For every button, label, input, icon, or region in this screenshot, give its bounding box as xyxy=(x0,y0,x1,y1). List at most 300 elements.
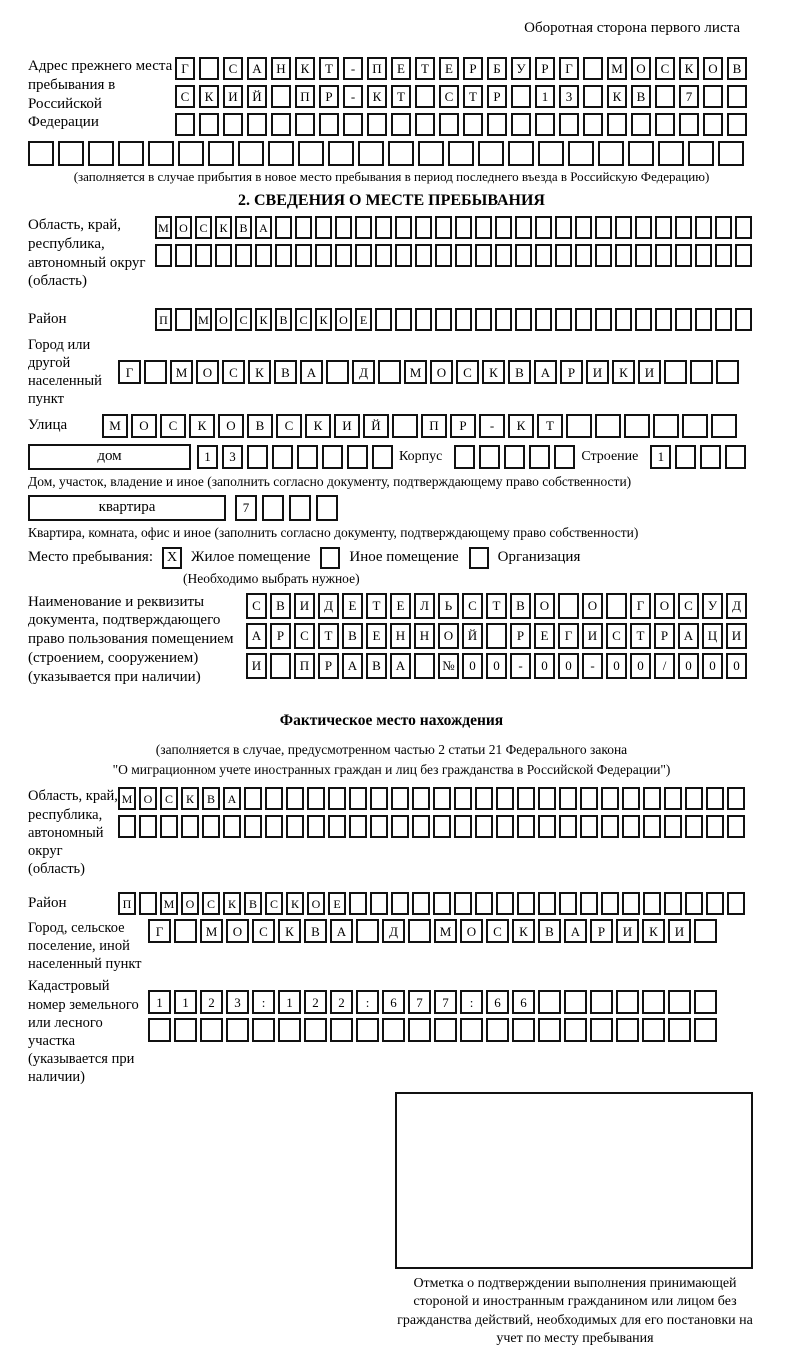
char-box[interactable]: Т xyxy=(630,623,651,649)
char-box[interactable]: В xyxy=(202,787,220,810)
char-box[interactable] xyxy=(408,919,431,943)
char-box[interactable] xyxy=(295,216,312,239)
char-box[interactable]: И xyxy=(638,360,661,384)
char-box[interactable]: К xyxy=(278,919,301,943)
char-box[interactable] xyxy=(304,1018,327,1042)
char-box[interactable] xyxy=(515,244,532,267)
char-box[interactable]: Т xyxy=(318,623,339,649)
char-box[interactable]: 2 xyxy=(304,990,327,1014)
char-box[interactable] xyxy=(504,445,525,469)
char-box[interactable] xyxy=(395,308,412,331)
char-box[interactable] xyxy=(395,216,412,239)
char-box[interactable] xyxy=(735,308,752,331)
char-box[interactable] xyxy=(725,445,746,469)
char-box[interactable]: - xyxy=(510,653,531,679)
char-box[interactable] xyxy=(568,141,594,166)
char-box[interactable] xyxy=(275,244,292,267)
char-box[interactable] xyxy=(174,1018,197,1042)
char-box[interactable] xyxy=(615,244,632,267)
char-box[interactable] xyxy=(434,1018,457,1042)
char-box[interactable] xyxy=(322,445,343,469)
char-box[interactable]: В xyxy=(304,919,327,943)
char-box[interactable]: 0 xyxy=(726,653,747,679)
char-box[interactable] xyxy=(271,113,291,136)
char-box[interactable]: Г xyxy=(630,593,651,619)
char-box[interactable] xyxy=(515,308,532,331)
char-box[interactable]: А xyxy=(342,653,363,679)
char-box[interactable]: 0 xyxy=(702,653,723,679)
char-box[interactable]: В xyxy=(274,360,297,384)
char-box[interactable]: И xyxy=(668,919,691,943)
char-box[interactable]: К xyxy=(508,414,534,438)
char-box[interactable]: С xyxy=(655,57,675,80)
char-box[interactable]: М xyxy=(118,787,136,810)
char-box[interactable] xyxy=(607,113,627,136)
char-box[interactable] xyxy=(412,815,430,838)
char-box[interactable] xyxy=(538,990,561,1014)
char-box[interactable]: В xyxy=(538,919,561,943)
char-box[interactable] xyxy=(223,113,243,136)
organization-checkbox[interactable] xyxy=(469,547,489,569)
char-box[interactable] xyxy=(392,414,418,438)
char-box[interactable] xyxy=(315,244,332,267)
char-box[interactable] xyxy=(330,1018,353,1042)
char-box[interactable] xyxy=(590,1018,613,1042)
char-box[interactable]: К xyxy=(642,919,665,943)
char-box[interactable] xyxy=(414,653,435,679)
char-box[interactable]: С xyxy=(265,892,283,915)
char-box[interactable]: С xyxy=(223,57,243,80)
char-box[interactable] xyxy=(601,815,619,838)
char-box[interactable] xyxy=(668,1018,691,1042)
char-box[interactable]: С xyxy=(246,593,267,619)
char-box[interactable]: Й xyxy=(247,85,267,108)
char-box[interactable]: Р xyxy=(319,85,339,108)
char-box[interactable] xyxy=(454,815,472,838)
char-box[interactable]: В xyxy=(727,57,747,80)
char-box[interactable]: Е xyxy=(391,57,411,80)
char-box[interactable] xyxy=(700,445,721,469)
char-box[interactable] xyxy=(496,815,514,838)
char-box[interactable]: В xyxy=(244,892,262,915)
char-box[interactable] xyxy=(455,308,472,331)
apartment-field-box[interactable]: квартира xyxy=(28,495,226,521)
char-box[interactable] xyxy=(538,787,556,810)
char-box[interactable] xyxy=(235,244,252,267)
char-box[interactable]: 0 xyxy=(534,653,555,679)
char-box[interactable]: С xyxy=(295,308,312,331)
char-box[interactable]: О xyxy=(438,623,459,649)
char-box[interactable] xyxy=(535,113,555,136)
char-box[interactable] xyxy=(268,141,294,166)
char-box[interactable] xyxy=(328,787,346,810)
char-box[interactable]: 1 xyxy=(278,990,301,1014)
char-box[interactable] xyxy=(278,1018,301,1042)
char-box[interactable]: К xyxy=(367,85,387,108)
char-box[interactable]: Й xyxy=(462,623,483,649)
char-box[interactable] xyxy=(175,113,195,136)
char-box[interactable]: : xyxy=(356,990,379,1014)
char-box[interactable]: Р xyxy=(463,57,483,80)
char-box[interactable]: К xyxy=(612,360,635,384)
char-box[interactable]: К xyxy=(248,360,271,384)
char-box[interactable] xyxy=(247,113,267,136)
char-box[interactable] xyxy=(706,787,724,810)
char-box[interactable] xyxy=(559,892,577,915)
char-box[interactable] xyxy=(175,308,192,331)
char-box[interactable] xyxy=(262,495,284,521)
char-box[interactable] xyxy=(635,308,652,331)
char-box[interactable] xyxy=(343,113,363,136)
char-box[interactable] xyxy=(88,141,114,166)
char-box[interactable] xyxy=(475,308,492,331)
char-box[interactable]: / xyxy=(654,653,675,679)
char-box[interactable] xyxy=(727,892,745,915)
char-box[interactable] xyxy=(475,787,493,810)
char-box[interactable]: 1 xyxy=(650,445,671,469)
char-box[interactable] xyxy=(295,244,312,267)
char-box[interactable] xyxy=(496,787,514,810)
char-box[interactable] xyxy=(328,141,354,166)
char-box[interactable] xyxy=(715,308,732,331)
char-box[interactable] xyxy=(606,593,627,619)
char-box[interactable] xyxy=(706,815,724,838)
char-box[interactable] xyxy=(616,1018,639,1042)
char-box[interactable] xyxy=(655,85,675,108)
char-box[interactable]: 3 xyxy=(226,990,249,1014)
char-box[interactable]: Е xyxy=(366,623,387,649)
char-box[interactable] xyxy=(202,815,220,838)
char-box[interactable] xyxy=(118,815,136,838)
char-box[interactable] xyxy=(495,308,512,331)
char-box[interactable] xyxy=(635,244,652,267)
char-box[interactable] xyxy=(580,892,598,915)
char-box[interactable] xyxy=(555,308,572,331)
char-box[interactable] xyxy=(486,1018,509,1042)
char-box[interactable]: 7 xyxy=(434,990,457,1014)
char-box[interactable]: П xyxy=(294,653,315,679)
char-box[interactable] xyxy=(535,308,552,331)
char-box[interactable] xyxy=(583,57,603,80)
char-box[interactable]: 7 xyxy=(235,495,257,521)
char-box[interactable] xyxy=(415,216,432,239)
char-box[interactable]: Е xyxy=(328,892,346,915)
char-box[interactable] xyxy=(412,892,430,915)
char-box[interactable]: К xyxy=(223,892,241,915)
char-box[interactable]: О xyxy=(631,57,651,80)
char-box[interactable]: И xyxy=(586,360,609,384)
char-box[interactable] xyxy=(454,445,475,469)
char-box[interactable] xyxy=(226,1018,249,1042)
char-box[interactable] xyxy=(370,815,388,838)
char-box[interactable] xyxy=(395,244,412,267)
char-box[interactable]: О xyxy=(181,892,199,915)
char-box[interactable]: 2 xyxy=(330,990,353,1014)
char-box[interactable]: С xyxy=(606,623,627,649)
char-box[interactable] xyxy=(433,815,451,838)
char-box[interactable] xyxy=(735,244,752,267)
char-box[interactable]: В xyxy=(342,623,363,649)
char-box[interactable] xyxy=(455,216,472,239)
char-box[interactable]: С xyxy=(195,216,212,239)
char-box[interactable] xyxy=(178,141,204,166)
char-box[interactable] xyxy=(538,1018,561,1042)
char-box[interactable] xyxy=(583,85,603,108)
char-box[interactable]: Й xyxy=(363,414,389,438)
char-box[interactable]: К xyxy=(295,57,315,80)
char-box[interactable]: М xyxy=(434,919,457,943)
char-box[interactable] xyxy=(415,244,432,267)
char-box[interactable]: К xyxy=(181,787,199,810)
char-box[interactable]: А xyxy=(390,653,411,679)
char-box[interactable] xyxy=(631,113,651,136)
char-box[interactable] xyxy=(475,216,492,239)
char-box[interactable]: 7 xyxy=(408,990,431,1014)
char-box[interactable] xyxy=(195,244,212,267)
char-box[interactable]: Т xyxy=(486,593,507,619)
char-box[interactable]: 7 xyxy=(679,85,699,108)
char-box[interactable] xyxy=(664,892,682,915)
char-box[interactable] xyxy=(703,113,723,136)
char-box[interactable] xyxy=(349,892,367,915)
char-box[interactable] xyxy=(58,141,84,166)
char-box[interactable] xyxy=(694,1018,717,1042)
char-box[interactable]: О xyxy=(196,360,219,384)
char-box[interactable] xyxy=(433,787,451,810)
char-box[interactable]: С xyxy=(678,593,699,619)
char-box[interactable]: В xyxy=(631,85,651,108)
char-box[interactable]: О xyxy=(654,593,675,619)
char-box[interactable]: Е xyxy=(390,593,411,619)
char-box[interactable] xyxy=(199,57,219,80)
char-box[interactable] xyxy=(554,445,575,469)
char-box[interactable]: И xyxy=(223,85,243,108)
char-box[interactable] xyxy=(244,787,262,810)
char-box[interactable] xyxy=(535,216,552,239)
char-box[interactable] xyxy=(435,216,452,239)
char-box[interactable]: К xyxy=(286,892,304,915)
char-box[interactable]: В xyxy=(270,593,291,619)
char-box[interactable]: П xyxy=(295,85,315,108)
char-box[interactable] xyxy=(511,85,531,108)
char-box[interactable] xyxy=(355,216,372,239)
char-box[interactable] xyxy=(655,244,672,267)
char-box[interactable]: О xyxy=(175,216,192,239)
char-box[interactable]: 6 xyxy=(382,990,405,1014)
char-box[interactable] xyxy=(479,445,500,469)
char-box[interactable] xyxy=(316,495,338,521)
char-box[interactable] xyxy=(286,815,304,838)
char-box[interactable] xyxy=(688,141,714,166)
char-box[interactable]: Ь xyxy=(438,593,459,619)
char-box[interactable] xyxy=(378,360,401,384)
char-box[interactable]: № xyxy=(438,653,459,679)
char-box[interactable]: Р xyxy=(560,360,583,384)
char-box[interactable] xyxy=(455,244,472,267)
char-box[interactable]: Е xyxy=(355,308,372,331)
char-box[interactable] xyxy=(595,308,612,331)
char-box[interactable] xyxy=(715,244,732,267)
char-box[interactable] xyxy=(642,990,665,1014)
char-box[interactable]: 0 xyxy=(678,653,699,679)
char-box[interactable] xyxy=(391,787,409,810)
char-box[interactable] xyxy=(454,787,472,810)
char-box[interactable]: К xyxy=(315,308,332,331)
char-box[interactable] xyxy=(475,244,492,267)
char-box[interactable]: 3 xyxy=(559,85,579,108)
char-box[interactable]: 0 xyxy=(630,653,651,679)
char-box[interactable] xyxy=(517,787,535,810)
char-box[interactable] xyxy=(508,141,534,166)
char-box[interactable]: 0 xyxy=(486,653,507,679)
char-box[interactable]: О xyxy=(534,593,555,619)
char-box[interactable] xyxy=(566,414,592,438)
char-box[interactable] xyxy=(675,445,696,469)
char-box[interactable] xyxy=(418,141,444,166)
char-box[interactable] xyxy=(664,787,682,810)
char-box[interactable] xyxy=(372,445,393,469)
char-box[interactable] xyxy=(370,787,388,810)
char-box[interactable] xyxy=(118,141,144,166)
char-box[interactable]: С xyxy=(175,85,195,108)
char-box[interactable]: К xyxy=(189,414,215,438)
char-box[interactable]: И xyxy=(582,623,603,649)
char-box[interactable] xyxy=(487,113,507,136)
char-box[interactable]: 6 xyxy=(486,990,509,1014)
char-box[interactable] xyxy=(272,445,293,469)
char-box[interactable] xyxy=(538,892,556,915)
char-box[interactable]: С xyxy=(294,623,315,649)
char-box[interactable]: И xyxy=(726,623,747,649)
char-box[interactable] xyxy=(695,244,712,267)
char-box[interactable] xyxy=(622,892,640,915)
char-box[interactable]: 1 xyxy=(148,990,171,1014)
char-box[interactable] xyxy=(388,141,414,166)
char-box[interactable]: С xyxy=(462,593,483,619)
char-box[interactable]: 0 xyxy=(606,653,627,679)
char-box[interactable]: Е xyxy=(534,623,555,649)
char-box[interactable]: О xyxy=(335,308,352,331)
char-box[interactable] xyxy=(391,113,411,136)
char-box[interactable] xyxy=(495,244,512,267)
char-box[interactable]: А xyxy=(247,57,267,80)
char-box[interactable] xyxy=(564,990,587,1014)
char-box[interactable] xyxy=(695,308,712,331)
char-box[interactable] xyxy=(711,414,737,438)
char-box[interactable]: О xyxy=(218,414,244,438)
char-box[interactable]: Е xyxy=(439,57,459,80)
char-box[interactable]: П xyxy=(421,414,447,438)
char-box[interactable] xyxy=(475,892,493,915)
char-box[interactable] xyxy=(160,815,178,838)
char-box[interactable]: В xyxy=(247,414,273,438)
char-box[interactable]: 1 xyxy=(174,990,197,1014)
char-box[interactable] xyxy=(297,445,318,469)
char-box[interactable]: Г xyxy=(558,623,579,649)
char-box[interactable] xyxy=(144,360,167,384)
char-box[interactable] xyxy=(295,113,315,136)
char-box[interactable] xyxy=(655,216,672,239)
char-box[interactable]: О xyxy=(430,360,453,384)
char-box[interactable] xyxy=(535,244,552,267)
char-box[interactable] xyxy=(628,141,654,166)
char-box[interactable] xyxy=(727,85,747,108)
char-box[interactable] xyxy=(515,216,532,239)
char-box[interactable] xyxy=(575,216,592,239)
char-box[interactable] xyxy=(668,990,691,1014)
char-box[interactable] xyxy=(559,113,579,136)
char-box[interactable] xyxy=(615,216,632,239)
char-box[interactable]: - xyxy=(343,85,363,108)
char-box[interactable] xyxy=(580,815,598,838)
char-box[interactable] xyxy=(174,919,197,943)
char-box[interactable] xyxy=(727,113,747,136)
char-box[interactable] xyxy=(538,141,564,166)
char-box[interactable]: 1 xyxy=(535,85,555,108)
char-box[interactable] xyxy=(375,308,392,331)
char-box[interactable]: А xyxy=(223,787,241,810)
char-box[interactable] xyxy=(223,815,241,838)
char-box[interactable]: О xyxy=(307,892,325,915)
char-box[interactable] xyxy=(370,892,388,915)
char-box[interactable] xyxy=(655,113,675,136)
char-box[interactable] xyxy=(685,892,703,915)
char-box[interactable] xyxy=(391,815,409,838)
char-box[interactable] xyxy=(575,244,592,267)
char-box[interactable]: А xyxy=(246,623,267,649)
char-box[interactable] xyxy=(512,1018,535,1042)
char-box[interactable] xyxy=(575,308,592,331)
char-box[interactable] xyxy=(255,244,272,267)
char-box[interactable] xyxy=(655,308,672,331)
char-box[interactable]: М xyxy=(195,308,212,331)
char-box[interactable] xyxy=(433,892,451,915)
char-box[interactable]: С xyxy=(486,919,509,943)
char-box[interactable] xyxy=(238,141,264,166)
char-box[interactable]: К xyxy=(199,85,219,108)
char-box[interactable] xyxy=(415,85,435,108)
char-box[interactable] xyxy=(199,113,219,136)
char-box[interactable] xyxy=(716,360,739,384)
char-box[interactable]: В xyxy=(275,308,292,331)
char-box[interactable] xyxy=(28,141,54,166)
char-box[interactable]: Р xyxy=(654,623,675,649)
dwelling-checkbox[interactable]: X xyxy=(162,547,182,569)
char-box[interactable]: 2 xyxy=(200,990,223,1014)
char-box[interactable]: Н xyxy=(414,623,435,649)
char-box[interactable] xyxy=(286,787,304,810)
char-box[interactable]: О xyxy=(139,787,157,810)
char-box[interactable]: В xyxy=(235,216,252,239)
char-box[interactable]: У xyxy=(702,593,723,619)
char-box[interactable]: О xyxy=(703,57,723,80)
char-box[interactable]: С xyxy=(235,308,252,331)
char-box[interactable]: М xyxy=(155,216,172,239)
char-box[interactable] xyxy=(529,445,550,469)
char-box[interactable]: 0 xyxy=(462,653,483,679)
char-box[interactable] xyxy=(718,141,744,166)
char-box[interactable]: В xyxy=(508,360,531,384)
char-box[interactable]: Р xyxy=(590,919,613,943)
char-box[interactable]: А xyxy=(678,623,699,649)
char-box[interactable] xyxy=(694,919,717,943)
char-box[interactable]: Р xyxy=(510,623,531,649)
char-box[interactable]: Т xyxy=(463,85,483,108)
char-box[interactable] xyxy=(382,1018,405,1042)
char-box[interactable]: Д xyxy=(726,593,747,619)
char-box[interactable]: И xyxy=(334,414,360,438)
char-box[interactable] xyxy=(679,113,699,136)
